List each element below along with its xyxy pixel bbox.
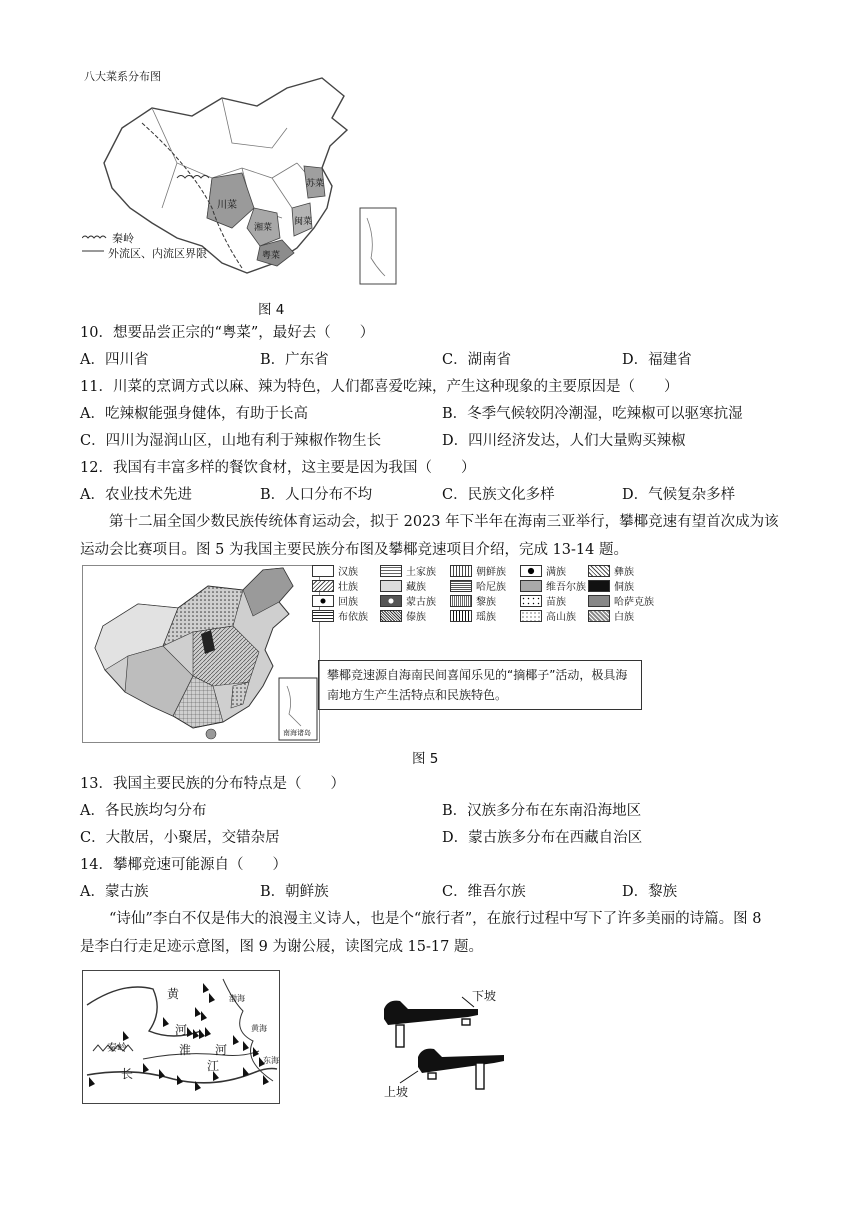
legend-item: 黎族 [476,597,496,608]
legend-item: 白族 [614,612,634,623]
q10-option-a[interactable]: A．四川省 [80,352,149,368]
legend-item: 瑶族 [476,612,496,623]
q12-option-c[interactable]: C．民族文化多样 [442,487,555,503]
label-huai: 淮 [179,1043,192,1057]
q13-option-b[interactable]: B．汉族多分布在东南沿海地区 [442,803,642,819]
q11-option-c[interactable]: C．四川为湿润山区，山地有利于辣椒作物生长 [80,433,382,449]
figure-5-map [82,565,320,743]
q13-option-d[interactable]: D．蒙古族多分布在西藏自治区 [442,830,643,846]
q12-option-a[interactable]: A．农业技术先进 [80,487,192,503]
q11-option-a[interactable]: A．吃辣椒能强身健体，有助于长高 [80,406,308,422]
q14-option-d[interactable]: D．黎族 [622,884,678,900]
legend-item: 维吾尔族 [546,582,586,593]
q14-option-a[interactable]: A．蒙古族 [80,884,149,900]
legend-item: 哈尼族 [476,582,506,593]
legend-item: 回族 [338,597,358,608]
legend-item: 彝族 [614,567,634,578]
legend-item: 哈萨克族 [614,597,654,608]
q12-stem: 12．我国有丰富多样的餐饮食材，这主要是因为我国（ ） [80,460,476,476]
legend-item: 藏族 [406,582,426,593]
label-huang: 黄 [167,987,180,1001]
legend-qinling: 秦岭 [112,232,134,245]
legend-item: 苗族 [546,597,566,608]
label-qinling: 秦岭 [107,1043,127,1054]
legend-item: 布依族 [338,612,368,623]
q13-option-a[interactable]: A．各民族均匀分布 [80,803,207,819]
legend-item: 汉族 [338,567,358,578]
ethnic-legend [312,563,656,653]
legend-item: 土家族 [406,567,436,578]
q14-option-c[interactable]: C．维吾尔族 [442,884,526,900]
label-chang: 长 [121,1067,134,1081]
label-chuan: 川菜 [217,200,237,211]
figure-9-clogs [378,985,518,1105]
legend-item: 蒙古族 [406,597,436,608]
q11-option-b[interactable]: B．冬季气候较阴冷潮湿，吃辣椒可以驱寒抗湿 [442,406,743,422]
label-su: 苏菜 [306,179,325,189]
figure-8-libai-map [82,970,280,1104]
figure-5-caption: 图 5 [412,751,439,767]
label-he-yellow: 河 [175,1023,188,1037]
passage-1: 第十二届全国少数民族传统体育运动会，拟于 2023 年下半年在海南三亚举行，攀椰竞速有望首次成为该运动会比赛项目。图 5 为我国主要民族分布图及攀椰竞速项目介绍，完成 13-14 题。 [80,514,779,558]
q14-option-b[interactable]: B．朝鲜族 [260,884,329,900]
q10-option-d[interactable]: D．福建省 [622,352,692,368]
legend-item: 满族 [546,567,566,578]
label-downhill: 下坡 [472,989,497,1003]
figure-4-caption: 图 4 [258,302,285,318]
q11-stem: 11．川菜的烹调方式以麻、辣为特色，人们都喜爱吃辣，产生这种现象的主要原因是（ ） [80,379,679,395]
legend-boundary: 外流区、内流区界限 [108,247,207,260]
q12-option-b[interactable]: B．人口分布不均 [260,487,373,503]
info-box [318,660,642,710]
passage-2: “诗仙”李白不仅是伟大的浪漫主义诗人，也是个“旅行者”，在旅行过程中写下了许多美丽的诗篇。图 8 是李白行走足迹示意图，图 9 为谢公屐，读图完成 15-17 题。 [80,911,762,955]
map-title: 八大菜系分布图 [84,70,161,83]
label-xiang: 湘菜 [254,223,273,233]
legend-item: 侗族 [614,582,634,593]
label-huanghai: 黄海 [251,1024,267,1033]
legend-item: 朝鲜族 [476,567,506,578]
ethnic-distribution-map [83,566,319,742]
label-uphill: 上坡 [384,1085,409,1099]
label-bohai: 渤海 [229,994,245,1003]
q12-option-d[interactable]: D．气候复杂多样 [622,487,736,503]
legend-item: 壮族 [338,582,358,593]
q14-stem: 14．攀椰竞速可能源自（ ） [80,857,287,873]
label-min: 闽菜 [294,217,313,227]
label-donghai: 东海 [263,1056,279,1065]
label-he-huai: 河 [215,1043,228,1057]
info-box-text: 攀椰竞速源自海南民间喜闻乐见的“摘椰子”活动，极具海南地方生产生活特点和民族特色。 [327,668,628,702]
q13-stem: 13．我国主要民族的分布特点是（ ） [80,776,345,792]
legend-item: 高山族 [546,612,576,623]
q10-option-b[interactable]: B．广东省 [260,352,329,368]
label-yue: 粤菜 [262,251,281,261]
q10-option-c[interactable]: C．湖南省 [442,352,512,368]
legend-item: 傣族 [406,612,426,623]
inset-label: 南海诸岛 [283,729,311,737]
label-jiang: 江 [207,1059,220,1073]
q13-option-c[interactable]: C．大散居，小聚居，交错杂居 [80,830,280,846]
figure-4-map [82,68,402,290]
q11-option-d[interactable]: D．四川经济发达，人们大量购买辣椒 [442,433,686,449]
q10-stem: 10．想要品尝正宗的“粤菜”，最好去（ ） [80,325,375,341]
